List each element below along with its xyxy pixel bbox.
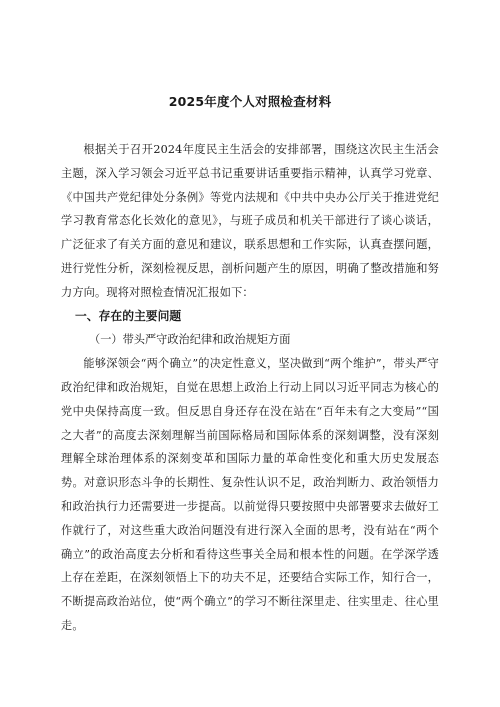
subsection-paragraph: 能够深领会“两个确立”的决定性意义，坚决做到“两个维护”，带头严守政治纪律和政治规矩，自觉在思想上政治上行动上同以习近平同志为核心的党中央保持高度一致。但反思自身还存在没在站在“百年未有之大变局”“国之大者”的高度去深刻理解当前国际格局和国际体系的深刻调整，没有深刻理解全球治理体系的深刻变革和国际力量的革命性变化和重大历史发展态势。对意识形态斗争的长期性、复杂性认识不足，政治判断力、政治领悟力和政治执行力还需要进一步提高。以前觉得只要按照中央部署要求去做好工作就行了，对这些重大政治问题没有进行深入全面的思考，没有站在“两个确立”的政治高度去分析和看待这些事关全局和根本性的问题。在学深学透上存在差距，在深刻领悟上下的功夫不足，还要结合实际工作，知行合一，不断提高政治站位，使“两个确立”的学习不断往深里走、往实里走、往心里走。 <box>61 357 439 632</box>
intro-paragraph: 根据关于召开2024年度民主生活会的安排部署，围绕这次民主生活会主题，深入学习领会习近平总书记重要讲话重要指示精神，认真学习党章、《中国共产党纪律处分条例》等党内法规和《中共中央办公厅关于推进党纪学习教育常态化长效化的意见》，与班子成员和机关干部进行了谈心谈话，广泛征求了有关方面的意见和建议，联系思想和工作实际，认真查摆问题，进行党性分析，深刻检视反思，剖析问题产生的原因，明确了整改措施和努力方向。现将对照检查情况汇报如下： <box>61 143 439 299</box>
document-title: 2025年度个人对照检查材料 <box>168 94 332 109</box>
section-heading: 一、存在的主要问题 <box>75 308 182 323</box>
subsection-heading: （一）带头严守政治纪律和政治规矩方面 <box>89 333 291 347</box>
